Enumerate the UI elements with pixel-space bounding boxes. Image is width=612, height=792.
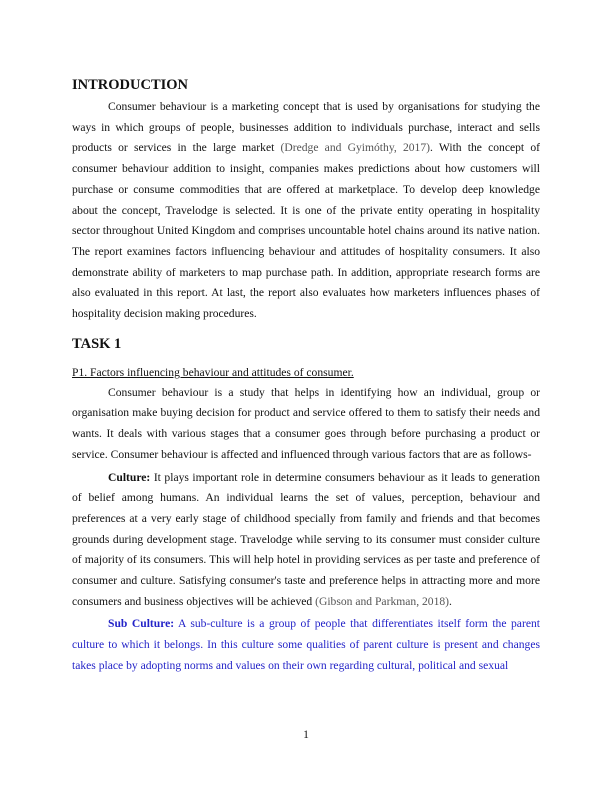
intro-citation: (Dredge and Gyimóthy, 2017) — [280, 141, 430, 155]
consumer-behaviour-paragraph: Consumer behaviour is a study that helps in identifying how an individual, group or organisation make buying decision for product and service offered to them to satisfy their needs and wants. It deals with various stages that a consumer goes through before purchasing a product or service. Consumer behaviour is affected and influenced through various factors that are as follows- — [72, 385, 540, 461]
culture-text: It plays important role in determine consumers behaviour as it leads to generation of belief among humans. An individual learns the set of values, perception, behaviour and preferences at a very early stage of childhood specially from family and friends and that becomes grounds during development stage. Travelodge while serving to its consumer must consider culture of majority of its consumers. This will help hotel in providing services as per taste and preference of consumer and culture. Satisfying consumer's taste and preference helps in attracting more and more consumers and business objectives will be achieved — [72, 470, 540, 608]
subculture-paragraph — [72, 614, 540, 676]
introduction-heading: INTRODUCTION — [72, 77, 189, 93]
culture-paragraph — [72, 468, 540, 613]
subculture-text: A sub-culture is a group of people that differentiates itself form the parent culture to which it belongs. In this culture some qualities of parent culture is present and changes takes place by adopting norms and values on their own regarding cultural, political and sexual — [72, 617, 540, 672]
culture-citation: (Gibson and Parkman, 2018) — [315, 594, 450, 608]
document-page — [72, 72, 540, 677]
p1-subheading: P1. Factors influencing behaviour and attitudes of consumer. — [72, 365, 354, 379]
subculture-label: Sub Culture: — [108, 617, 175, 631]
culture-end: . — [449, 594, 452, 608]
intro-text: Consumer behaviour is a marketing concept that is used by organisations for studying the ways in which groups of people, businesses addition to individuals purchase, interact and sells products or services in the large market — [72, 100, 540, 155]
culture-label: Culture: — [108, 470, 151, 484]
intro-text-rest: . With the concept of consumer behaviour addition to insight, companies makes predictions about how customers will purchase or consume commodities that are offered at marketplace. To develop deep knowledge about the concept, Travelodge is selected. It is one of the private entity operating in hospitality sector throughout United Kingdom and comprises uncountable hotel chains around its native nation. The report examines factors influencing behaviour and attitudes of hospitality consumers. It also demonstrate ability of marketers to map purchase path. In addition, appropriate research forms are also evaluated in this report. At last, the report also evaluates how marketers influences phases of hospitality decision making procedures. — [72, 141, 540, 321]
page-number: 1 — [303, 728, 309, 741]
introduction-paragraph — [72, 97, 540, 325]
task1-heading: TASK 1 — [72, 335, 122, 352]
